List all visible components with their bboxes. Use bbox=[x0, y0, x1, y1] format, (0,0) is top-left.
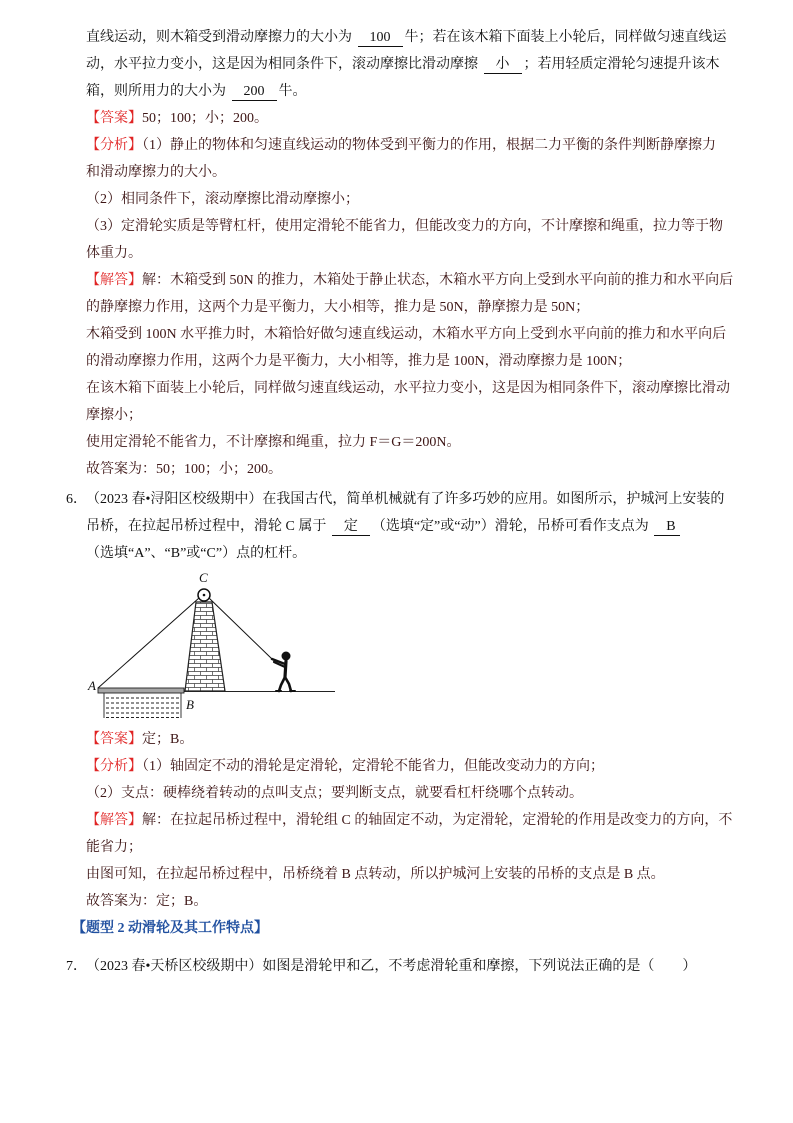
page-content bbox=[66, 24, 776, 980]
solution-text: 解：木箱受到 50N 的推力，木箱处于静止状态，木箱水平方向上受到水平向前的推力和水平向后 bbox=[142, 273, 734, 288]
point-label-a: A bbox=[88, 678, 96, 693]
q6-solution-line bbox=[86, 807, 776, 834]
answer-tag: 【答案】 bbox=[86, 732, 142, 747]
stem-text: 吊桥，在拉起吊桥过程中，滑轮 C 属于 bbox=[86, 519, 330, 534]
person-leg bbox=[285, 677, 291, 691]
answer-blank: 小 bbox=[484, 57, 522, 74]
q5-solution-line: 的滑动摩擦力作用，这两个力是平衡力，大小相等，推力是 100N，滑动摩擦力是 100N； bbox=[86, 354, 632, 369]
analysis-text: （1）静止的物体和匀速直线运动的物体受到平衡力的作用，根据二力平衡的条件判断静摩擦力 bbox=[142, 138, 716, 153]
q6-analysis-line: （2）支点：硬棒绕着转动的点叫支点；要判断支点，就要看杠杆绕哪个点转动。 bbox=[86, 786, 583, 801]
answer-blank: B bbox=[654, 519, 679, 536]
q5-solution-line: 在该木箱下面装上小轮后，同样做匀速直线运动，水平拉力变小，这是因为相同条件下，滚动摩擦比滑动 bbox=[86, 381, 730, 396]
q5-stem-line bbox=[86, 51, 776, 78]
q6-solution-line: 由图可知，在拉起吊桥过程中，吊桥绕着 B 点转动，所以护城河上安装的吊桥的支点是 B 点。 bbox=[86, 867, 665, 882]
stem-text: （2023 春•天桥区校级期中）如图是滑轮甲和乙，不考虑滑轮重和摩擦，下列说法正确的是（ ） bbox=[86, 959, 697, 974]
moat-water bbox=[104, 693, 181, 718]
stem-text: ；若用轻质定滑轮匀速提升该木 bbox=[523, 57, 720, 72]
drawbridge-figure bbox=[86, 567, 338, 726]
q5-final-answer-line: 故答案为：50；100；小；200。 bbox=[86, 462, 282, 477]
analysis-tag: 【分析】 bbox=[86, 759, 142, 774]
q5-solution-line bbox=[86, 267, 776, 294]
q5-analysis-line: （3）定滑轮实质是等臂杠杆，使用定滑轮不能省力，但能改变力的方向，不计摩擦和绳重，拉力等于物 bbox=[86, 219, 723, 234]
answer-blank: 定 bbox=[332, 519, 370, 536]
answer-blank: 100 bbox=[358, 30, 403, 47]
section-heading: 【题型 2 动滑轮及其工作特点】 bbox=[72, 921, 268, 936]
q5-solution-line: 木箱受到 100N 水平推力时，木箱恰好做匀速直线运动，木箱水平方向上受到水平向前的推力和水平向后 bbox=[86, 327, 727, 342]
q5-answer-line bbox=[86, 105, 776, 132]
stem-text: 箱，则所用力的大小为 bbox=[86, 84, 230, 99]
pulley-axle bbox=[203, 594, 206, 597]
q5-analysis-line: 和滑动摩擦力的大小。 bbox=[86, 165, 226, 180]
q7-stem-line bbox=[66, 953, 776, 980]
q5-analysis-line bbox=[86, 132, 776, 159]
stem-text: （2023 春•浔阳区校级期中）在我国古代，简单机械就有了许多巧妙的应用。如图所示，护城河上安装的 bbox=[86, 492, 725, 507]
person-pulling-rope bbox=[272, 652, 295, 692]
stem-text: 牛；若在该木箱下面装上小轮后，同样做匀速直线运 bbox=[404, 30, 727, 45]
point-label-b: B bbox=[186, 697, 194, 712]
q6-stem-line: （选填“A”、“B”或“C”）点的杠杆。 bbox=[86, 546, 307, 561]
person-leg bbox=[279, 677, 285, 691]
q6-answer-line bbox=[86, 726, 776, 753]
stem-text: 动，水平拉力变小，这是因为相同条件下，滚动摩擦比滑动摩擦 bbox=[86, 57, 482, 72]
q6-analysis-line bbox=[86, 753, 776, 780]
answer-tag: 【答案】 bbox=[86, 111, 142, 126]
q5-solution-line: 摩擦小； bbox=[86, 408, 142, 423]
point-label-c: C bbox=[199, 570, 208, 585]
brick-tower bbox=[185, 602, 225, 691]
q6-stem-line bbox=[86, 513, 776, 540]
solution-text: 解：在拉起吊桥过程中，滑轮组 C 的轴固定不动，为定滑轮，定滑轮的作用是改变力的方向，不 bbox=[142, 813, 733, 828]
person-head bbox=[282, 652, 291, 661]
analysis-tag: 【分析】 bbox=[86, 138, 142, 153]
stem-text: （选填“定”或“动”）滑轮，吊桥可看作支点为 bbox=[371, 519, 653, 534]
answer-blank: 200 bbox=[232, 84, 277, 101]
stem-text: 直线运动，则木箱受到滑动摩擦力的大小为 bbox=[86, 30, 356, 45]
answer-text: 50；100；小；200。 bbox=[142, 111, 268, 126]
stem-text: 牛。 bbox=[278, 84, 307, 99]
q5-analysis-line: （2）相同条件下，滚动摩擦比滑动摩擦小； bbox=[86, 192, 359, 207]
q5-solution-line: 使用定滑轮不能省力，不计摩擦和绳重，拉力 F＝G＝200N。 bbox=[86, 435, 461, 450]
q6-final-answer-line: 故答案为：定；B。 bbox=[86, 894, 208, 909]
q5-stem-line bbox=[86, 24, 776, 51]
q6-solution-line: 能省力； bbox=[86, 840, 142, 855]
solution-tag: 【解答】 bbox=[86, 273, 142, 288]
q6-stem-line bbox=[66, 486, 776, 513]
question-number: 7． bbox=[66, 959, 87, 974]
solution-tag: 【解答】 bbox=[86, 813, 142, 828]
analysis-text: （1）轴固定不动的滑轮是定滑轮，定滑轮不能省力，但能改变动力的方向； bbox=[142, 759, 604, 774]
bridge-deck bbox=[98, 688, 184, 693]
rope-to-bridge bbox=[98, 598, 199, 688]
q5-stem-line bbox=[86, 78, 776, 105]
q5-analysis-line: 体重力。 bbox=[86, 246, 142, 261]
drawbridge-diagram bbox=[86, 567, 338, 726]
q5-solution-line: 的静摩擦力作用，这两个力是平衡力，大小相等，推力是 50N，静摩擦力是 50N； bbox=[86, 300, 590, 315]
answer-text: 定；B。 bbox=[142, 732, 194, 747]
question-number: 6． bbox=[66, 492, 87, 507]
